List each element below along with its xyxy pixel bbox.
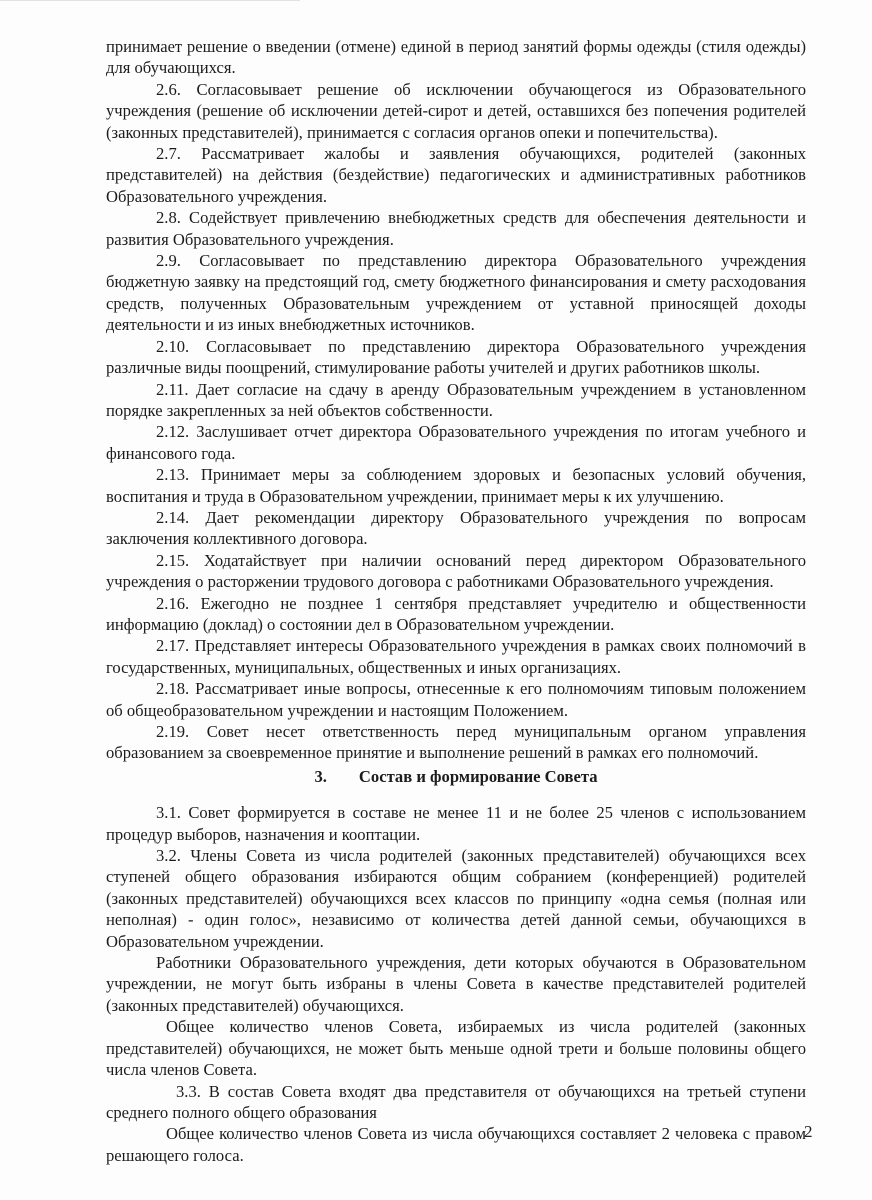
paragraph-2-10: 2.10. Согласовывает по представлению директора Образовательного учреждения различные виды поощрений, стимулирование работы учителей и других работников школы. — [106, 336, 806, 378]
paragraph-2-9: 2.9. Согласовывает по представлению директора Образовательного учреждения бюджетную заявку на предстоящий год, смету бюджетного финансирования и смету расходования средств, полученных Образовательным учреждением от уставной приносящей доходы деятельности и из иных внебюджетных источников. — [106, 251, 806, 335]
paragraph-2-7: 2.7. Рассматривает жалобы и заявления обучающихся, родителей (законных представителей) на действия (бездействие) педагогических и административных работников Образовательного учреждения. — [106, 144, 806, 206]
page-number: 2 — [804, 1122, 813, 1141]
document-body — [106, 36, 806, 1166]
paragraph-2-15: 2.15. Ходатайствует при наличии оснований перед директором Образовательного учреждения о расторжении трудового договора с работниками Образовательного учреждения. — [106, 550, 806, 592]
paragraph-2-18: 2.18. Рассматривает иные вопросы, отнесенные к его полномочиям типовым положением об общеобразовательном учреждении и настоящим Положением. — [106, 679, 806, 720]
paragraph-continuation: принимает решение о введении (отмене) единой в период занятий формы одежды (стиля одежды) для обучающихся. — [106, 37, 806, 78]
paragraph-2-16: 2.16. Ежегодно не позднее 1 сентября представляет учредителю и общественности информацию (доклад) о состоянии дел в Образовательном учреждении. — [106, 593, 806, 634]
paragraph-2-19: 2.19. Совет несет ответственность перед муниципальным органом управления образованием за своевременное принятие и выполнение решений в рамках его полномочий. — [106, 722, 806, 763]
paragraph-3-3: 3.3. В состав Совета входят два представителя от обучающихся на третьей ступени среднего полного общего образования — [106, 1081, 806, 1122]
paragraph-2-6: 2.6. Согласовывает решение об исключении обучающегося из Образовательного учреждения (решение об исключении детей-сирот и детей, оставшихся без попечения родителей (законных представителей), принимается с согласия органов опеки и попечительства). — [106, 79, 806, 142]
paragraph-2-14: 2.14. Дает рекомендации директору Образовательного учреждения по вопросам заключения коллективного договора. — [106, 507, 806, 549]
paragraph-2-13: 2.13. Принимает меры за соблюдением здоровых и безопасных условий обучения, воспитания и труда в Образовательном учреждении, принимает меры к их улучшению. — [106, 465, 806, 506]
paragraph-2-12: 2.12. Заслушивает отчет директора Образовательного учреждения по итогам учебного и финансового года. — [106, 422, 806, 463]
paragraph-3-2-workers: Работники Образовательного учреждения, дети которых обучаются в Образовательном учреждении, не могут быть избраны в члены Совета в качестве представителей родителей (законных представителей) обучающихся. — [106, 953, 806, 1015]
scan-edge-line — [0, 0, 300, 1]
paragraph-2-17: 2.17. Представляет интересы Образовательного учреждения в рамках своих полномочий в государственных, муниципальных, общественных и иных организациях. — [106, 636, 806, 677]
paragraph-3-2: 3.2. Члены Совета из числа родителей (законных представителей) обучающихся всех ступеней общего образования избираются общим собранием (конференцией) родителей (законных представителей) обучающихся всех классов по принципу «одна семья (полная или неполная) - один голос», независимо от количества детей данной семьи, обучающихся в Образовательном учреждении. — [106, 846, 806, 951]
section-3-heading — [106, 766, 806, 787]
paragraph-3-1: 3.1. Совет формируется в составе не менее 11 и не более 25 членов с использованием процедур выборов, назначения и кооптации. — [106, 803, 806, 844]
paragraph-2-8: 2.8. Содействует привлечению внебюджетных средств для обеспечения деятельности и развития Образовательного учреждения. — [106, 208, 806, 249]
paragraph-3-2-count: Общее количество членов Совета, избираемых из числа родителей (законных представителей) обучающихся, не может быть меньше одной трети и больше половины общего числа членов Совета. — [106, 1017, 806, 1080]
section-3-number: 3. — [314, 766, 327, 786]
section-3-title: Состав и формирование Совета — [358, 766, 598, 786]
paragraph-2-11: 2.11. Дает согласие на сдачу в аренду Образовательным учреждением в установленном порядке закрепленных за ней объектов собственности. — [106, 379, 806, 420]
paragraph-3-3-count: Общее количество членов Совета из числа обучающихся составляет 2 человека с правом решающего голоса. — [106, 1124, 806, 1165]
